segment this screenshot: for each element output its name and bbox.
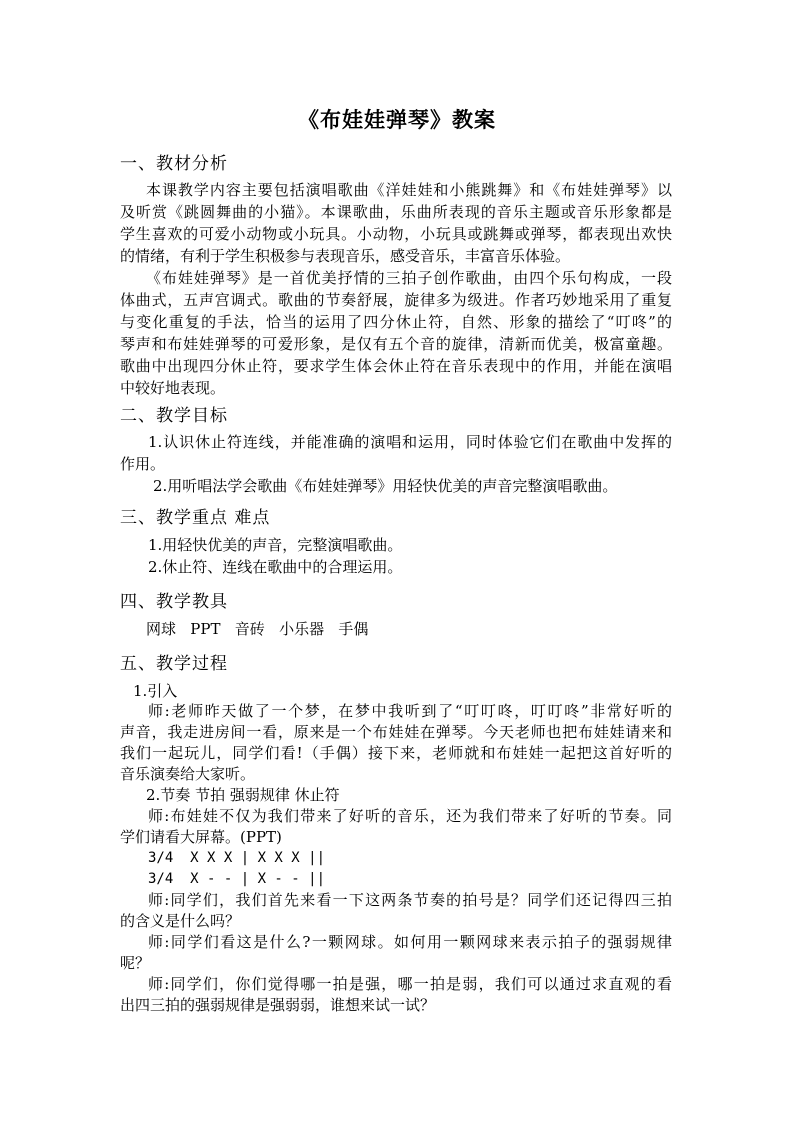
paragraph-line: 本课教学内容主要包括演唱歌曲《洋娃娃和小熊跳舞》和《布娃娃弹琴》以 xyxy=(146,181,672,199)
paragraph-line: 音乐演奏给大家听。 xyxy=(120,765,256,783)
section-heading-key-points: 三、教学重点 难点 xyxy=(120,508,271,528)
paragraph-line: 声音，我走进房间一看，原来是一个布娃娃在弹琴。今天老师也把布娃娃请来和 xyxy=(120,723,672,741)
paragraph-line: 呢？ xyxy=(120,954,151,972)
paragraph-line: 琴声和布娃娃弹琴的可爱形象，是仅有五个音的旋律，清新而优美，极富童趣。 xyxy=(120,335,672,353)
paragraph-line: 歌曲中出现四分休止符，要求学生体会休止符在音乐表现中的作用，并能在演唱 xyxy=(120,357,672,375)
paragraph-line: 师:布娃娃不仅为我们带来了好听的音乐，还为我们带来了好听的节奏。同 xyxy=(148,807,672,825)
paragraph-line: 与变化重复的手法，恰当的运用了四分休止符，自然、形象的描绘了“叮咚”的 xyxy=(120,313,672,331)
section-heading-analysis: 一、教材分析 xyxy=(120,154,228,174)
rhythm-pattern: 3/4 X - - | X - - || xyxy=(148,871,326,887)
paragraph-line: 我们一起玩儿，同学们看!（手偶）接下来，老师就和布娃娃一起把这首好听的 xyxy=(120,744,672,762)
section-heading-teaching-aids: 四、教学教具 xyxy=(120,592,228,612)
paragraph-line: 中较好地表现。 xyxy=(120,379,226,397)
paragraph-line: 学们请看大屏幕。(PPT) xyxy=(120,828,282,846)
goal-item: 2.用听唱法学会歌曲《布娃娃弹琴》用轻快优美的声音完整演唱歌曲。 xyxy=(153,477,618,495)
process-step-title: 1.引入 xyxy=(133,682,178,700)
section-heading-process: 五、教学过程 xyxy=(120,654,228,674)
paragraph-line: 师:同学们，你们觉得哪一拍是强，哪一拍是弱，我们可以通过求直观的看 xyxy=(148,975,672,993)
goal-item-continuation: 作用。 xyxy=(120,455,166,473)
paragraph-line: 师:同学们，我们首先来看一下这两条节奏的拍号是？同学们还记得四三拍 xyxy=(148,891,672,909)
key-point-item: 2.休止符、连线在歌曲中的合理运用。 xyxy=(148,558,403,576)
goal-item: 1.认识休止符连线，并能准确的演唱和运用，同时体验它们在歌曲中发挥的 xyxy=(148,433,672,451)
paragraph-line: 及听赏《跳圆舞曲的小猫》。本课歌曲，乐曲所表现的音乐主题或音乐形象都是 xyxy=(120,203,672,221)
paragraph-line: 师:同学们看这是什么?一颗网球。如何用一颗网球来表示拍子的强弱规律 xyxy=(148,933,672,951)
teaching-aids-list: 网球 PPT 音砖 小乐器 手偶 xyxy=(146,620,369,638)
key-point-item: 1.用轻快优美的声音，完整演唱歌曲。 xyxy=(148,536,403,554)
paragraph-line: 师:老师昨天做了一个梦，在梦中我听到了“叮叮咚，叮叮咚”非常好听的 xyxy=(148,702,672,720)
paragraph-line: 的情绪，有利于学生积极参与表现音乐，感受音乐，丰富音乐体验。 xyxy=(120,247,571,265)
paragraph-line: 体曲式，五声宫调式。歌曲的节奏舒展，旋律多为级进。作者巧妙地采用了重复 xyxy=(120,291,672,309)
paragraph-line: 《布娃娃弹琴》是一首优美抒情的三拍子创作歌曲，由四个乐句构成，一段 xyxy=(146,269,672,287)
document-title: 《布娃娃弹琴》教案 xyxy=(298,108,496,132)
paragraph-line: 的含义是什么吗？ xyxy=(120,912,241,930)
paragraph-line: 出四三拍的强弱规律是强弱弱，谁想来试一试？ xyxy=(120,996,436,1014)
paragraph-line: 学生喜欢的可爱小动物或小玩具。小动物，小玩具或跳舞或弹琴，都表现出欢快 xyxy=(120,225,672,243)
process-step-title: 2.节奏 节拍 强弱规律 休止符 xyxy=(146,786,340,804)
rhythm-pattern: 3/4 X X X | X X X || xyxy=(148,850,326,866)
section-heading-goals: 二、教学目标 xyxy=(120,406,228,426)
